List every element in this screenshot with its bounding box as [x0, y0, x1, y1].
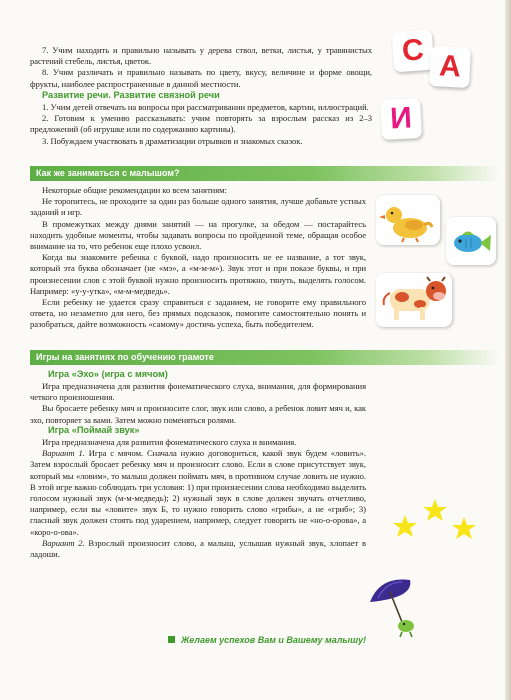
section-banner-games: Игры на занятиях по обучению грамоте: [30, 350, 500, 365]
fish-card: [446, 217, 496, 265]
how-paragraph: Некоторые общие рекомендации ко всем занятиям:: [42, 185, 227, 195]
catch-text: [30, 437, 366, 560]
section-banner-how: Как же заниматься с малышом?: [30, 166, 500, 181]
letter-card-i: И: [380, 98, 422, 140]
variant-2-text: Взрослый произносит слово, а малыш, услышав нужный звук, хлопает в ладоши.: [30, 537, 366, 560]
fish-icon: [446, 217, 496, 265]
duck-icon: [376, 195, 440, 245]
how-paragraph: Когда вы знакомите ребенка с буквой, надо произносить не ее название, а тот звук, который эта буква обозначает (не «мэ», а «м-м-м»). Звук этот и при показе буквы, и при произнесении слов с этой буквой нужно произносить протяжно, тянуть, выделять голосом. Например: «у-у-утка», «м-м-медведь».: [30, 252, 366, 296]
variant-1-paragraph: [30, 448, 366, 538]
how-paragraph: Не торопитесь, не проходите за один раз больше одного занятия, лучше добавьте устных заданий и игр.: [30, 196, 366, 218]
echo-paragraph: Вы бросаете ребенку мяч и произносите слог, звук или слово, а ребенок ловит мяч и, как эхо, повторяет за вами. Затем можно поменяться ролями.: [30, 403, 366, 425]
letter-card-a: А: [429, 46, 471, 88]
speech-heading: Развитие речи. Развитие связной речи: [42, 90, 220, 100]
how-paragraph: В промежутках между днями занятий — на прогулке, за обедом — постарайтесь находить удобные моменты, чтобы задавать вопросы по пройденной теме, обращая особое внимание на то, что ребенок еще плохо усвоил.: [30, 218, 366, 252]
echo-paragraph: Игра предназначена для развития фонематического слуха, внимания, для формирования четкого произношения.: [30, 381, 366, 403]
echo-game-title: Игра «Эхо» (игра с мячом): [48, 369, 168, 379]
list-item-8: 8. Учим различать и правильно называть по цвету, вкусу, величине и форме овощи, фрукты, наиболее распространенные в данной местности.: [30, 67, 372, 89]
catch-game-title: Игра «Поймай звук»: [48, 425, 140, 435]
cow-card: [376, 273, 452, 327]
page-edge: [505, 0, 511, 700]
square-bullet-icon: [168, 636, 175, 643]
top-list: [30, 45, 372, 90]
variant-1-text: Игра с мячом. Сначала нужно договориться, какой звук будем «ловить». Затем взрослый бросает ребенку мяч и произносит слово. Если в слове присутствует звук, который мы «ловим», то малыш должен поймать мяч, в противном случае ловить не нужно. В этой игре важно соблюдать три условия: 1) при произнесении слова необходимо выделить голосом нужный звук (м-м-медведь); 2) нужный звук в слове должен звучать отчетливо, например, если вы «ловите» звук Б, то нужно говорить слово «грибы», а не «гриб»; 3) гласный звук должен стоять под ударением, например, следует говорить не «но-о-орова», а «коро-о-ова».: [30, 448, 366, 537]
footer-wish: [168, 635, 366, 645]
umbrella-icon: [366, 574, 426, 640]
echo-text: [30, 381, 366, 426]
variant-2-label: Вариант 2.: [42, 537, 85, 548]
footer-text: Желаем успехов Вам и Вашему малышу!: [181, 635, 367, 645]
speech-item-1: 1. Учим детей отвечать на вопросы при рассматривании предметов, картин, иллюстраций.: [42, 102, 369, 112]
list-item-7: 7. Учим находить и правильно называть у дерева ствол, ветки, листья, у травянистых растений стебель, листья, цветок.: [30, 45, 372, 67]
duck-card: [376, 195, 440, 245]
stars-icon: [392, 497, 482, 555]
speech-item-2: 2. Готовим к умению рассказывать: учим повторять за взрослым рассказ из 2–3 предложений (об игрушке или по содержанию картины).: [30, 113, 372, 135]
speech-list: [30, 102, 372, 147]
variant-2-paragraph: [30, 538, 366, 560]
cow-icon: [376, 273, 452, 327]
how-paragraph: Если ребенку не удается сразу справиться с заданием, не говорите ему правильного ответа, но незаметно для него, без прямых подсказок, помогите самостоятельно понять и разобраться, дайте возможность «самому» достичь успеха, быть победителем.: [30, 297, 366, 330]
how-text: [30, 185, 366, 331]
speech-item-3: 3. Побуждаем участвовать в драматизации отрывков и знакомых сказок.: [42, 135, 303, 146]
catch-paragraph: Игра предназначена для развития фонематического слуха и внимания.: [42, 437, 297, 447]
variant-1-label: Вариант 1.: [42, 448, 85, 459]
letter-card-s: С: [392, 30, 435, 73]
